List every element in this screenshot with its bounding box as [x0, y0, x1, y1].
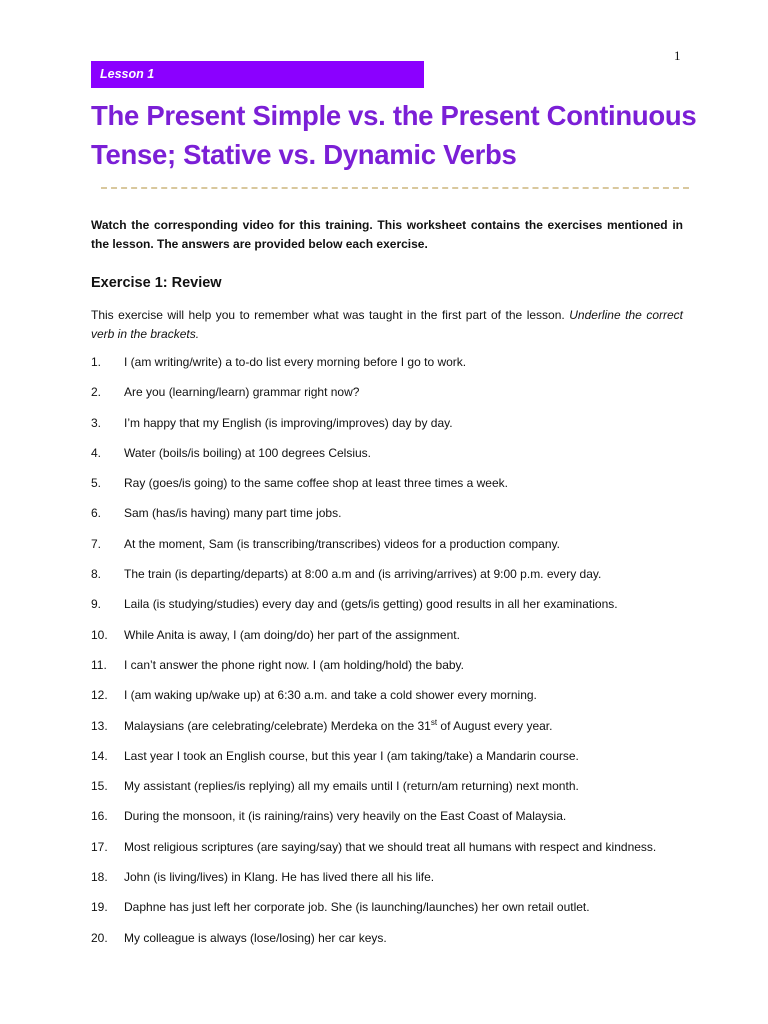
dashed-divider — [101, 187, 689, 189]
list-item — [91, 626, 691, 656]
list-item — [91, 807, 691, 837]
item-text: I (am waking up/wake up) at 6:30 a.m. and take a cold shower every morning. — [124, 688, 537, 703]
item-text: Are you (learning/learn) grammar right now? — [124, 385, 360, 400]
page-number: 1 — [674, 48, 681, 63]
intro-paragraph: Watch the corresponding video for this training. This worksheet contains the exercises mentioned in the lesson. The answers are provided below each exercise. — [91, 218, 683, 251]
list-item — [91, 777, 691, 807]
item-number: 4. — [91, 445, 102, 460]
list-item — [91, 535, 691, 565]
item-text: Most religious scriptures (are saying/say) that we should treat all humans with respect and kindness. — [124, 839, 657, 854]
item-number: 6. — [91, 506, 102, 521]
item-text-before: Malaysians (are celebrating/celebrate) Merdeka on the 31 — [124, 718, 431, 733]
item-text: I’m happy that my English (is improving/improves) day by day. — [124, 415, 453, 430]
item-number: 20. — [91, 930, 108, 945]
item-text — [124, 717, 552, 747]
item-text-after: of August every year. — [437, 718, 553, 733]
page-title: The Present Simple vs. the Present Continuous Tense; Stative vs. Dynamic Verbs — [91, 100, 697, 170]
list-item — [91, 656, 691, 686]
item-number: 8. — [91, 567, 102, 582]
exercise-list — [91, 353, 691, 959]
list-item — [91, 868, 691, 898]
exercise-instruction: Underline the correct verb in the brackets. — [91, 308, 683, 341]
item-number: 17. — [91, 839, 108, 854]
item-text: I (am writing/write) a to-do list every morning before I go to work. — [124, 355, 467, 369]
item-text: While Anita is away, I (am doing/do) her part of the assignment. — [124, 627, 460, 642]
list-item — [91, 383, 691, 413]
exercise-description — [91, 306, 683, 344]
item-number: 5. — [91, 476, 102, 491]
list-item — [91, 414, 691, 444]
item-text: The train (is departing/departs) at 8:00 a.m and (is arriving/arrives) at 9:00 p.m. every day. — [124, 567, 602, 582]
item-text: I can’t answer the phone right now. I (am holding/hold) the baby. — [124, 657, 464, 672]
list-item — [91, 474, 691, 504]
item-text: Water (boils/is boiling) at 100 degrees Celsius. — [124, 445, 372, 460]
list-item — [91, 929, 691, 959]
list-item — [91, 898, 691, 928]
item-number: 19. — [91, 900, 108, 915]
item-number: 2. — [91, 385, 102, 400]
item-number: 14. — [91, 748, 108, 763]
list-item — [91, 565, 691, 595]
item-text: Sam (has/is having) many part time jobs. — [124, 506, 342, 521]
list-item — [91, 717, 691, 747]
item-text: During the monsoon, it (is raining/rains) very heavily on the East Coast of Malaysia. — [124, 809, 567, 824]
item-text: John (is living/lives) in Klang. He has lived there all his life. — [124, 870, 435, 885]
item-number: 15. — [91, 779, 108, 794]
item-text: Last year I took an English course, but this year I (am taking/take) a Mandarin course. — [124, 748, 579, 763]
item-number: 3. — [91, 415, 102, 430]
item-number: 18. — [91, 870, 108, 885]
item-number: 9. — [91, 597, 102, 612]
list-item — [91, 686, 691, 716]
item-number: 10. — [91, 627, 108, 642]
list-item — [91, 504, 691, 534]
item-number: 13. — [91, 718, 108, 733]
lesson-banner: Lesson 1 — [91, 61, 424, 88]
list-item — [91, 838, 691, 868]
item-number: 7. — [91, 536, 102, 551]
item-number: 16. — [91, 809, 108, 824]
list-item — [91, 747, 691, 777]
item-number: 11. — [91, 657, 107, 672]
exercise-heading: Exercise 1: Review — [91, 275, 222, 291]
list-item — [91, 353, 691, 383]
item-text: Ray (goes/is going) to the same coffee shop at least three times a week. — [124, 476, 508, 491]
item-text: Laila (is studying/studies) every day and (gets/is getting) good results in all her examinations. — [124, 597, 618, 612]
list-item — [91, 444, 691, 474]
item-text: At the moment, Sam (is transcribing/transcribes) videos for a production company. — [124, 536, 560, 551]
item-text: My assistant (replies/is replying) all my emails until I (return/am returning) next month. — [124, 779, 579, 794]
item-text: Daphne has just left her corporate job. She (is launching/launches) her own retail outlet. — [124, 900, 590, 915]
item-number: 1. — [91, 355, 102, 369]
item-number: 12. — [91, 688, 108, 703]
list-item — [91, 595, 691, 625]
item-text: My colleague is always (lose/losing) her car keys. — [124, 930, 387, 945]
ordinal-suffix: st — [430, 717, 438, 727]
exercise-description-text: This exercise will help you to remember what was taught in the first part of the lesson. — [91, 308, 570, 322]
